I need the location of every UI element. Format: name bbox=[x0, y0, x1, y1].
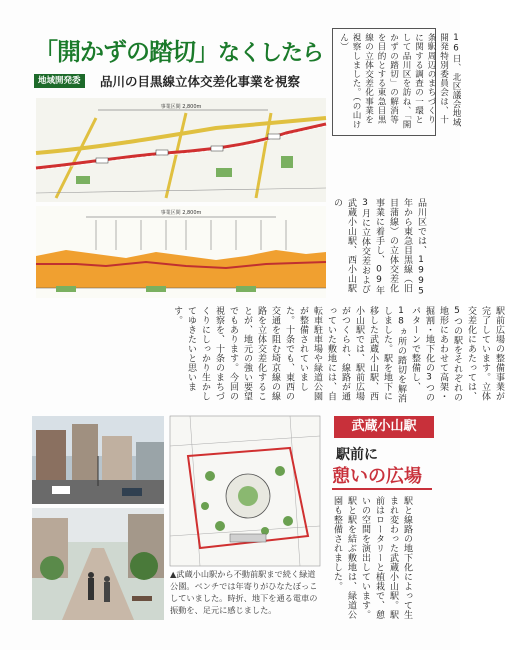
subtitle-bar bbox=[34, 72, 324, 92]
station-body-text: 駅と線路の地下化によって生まれ変わった武蔵小山駅。駅前はロータリーと植栽で、憩いの空間を演出しています。駅と駅を結ぶ敷地は、緑道公園も整備されました。 bbox=[332, 496, 412, 620]
station-street-photo bbox=[32, 416, 164, 504]
route-map-figure bbox=[36, 98, 326, 202]
headline bbox=[34, 32, 324, 66]
body-mid-text: 駅前広場の整備事業が完了しています。立体交差化にあたっては、5つの駅をそれぞれの地形にあわせて高架・掘割・地下化の3つのパターンで整備し、18ヵ所の踏切を解消しました。駅を地下に移した武蔵小山駅、西小山駅では、駅前広場がつくられ、線路が通っていた敷地には、自転車駐車場や緑道公園が整備されていました。十条でも、東西の交通を阻む埼京線の線路を立体交差化することが、地元の強い要望でもあります。今回の視察を、十条のまちづくりにしっかり生かしてゆきたいと思います。 bbox=[172, 306, 504, 403]
article-body-right bbox=[330, 198, 440, 298]
profile-scale-label: 事業区間 2,800m bbox=[160, 210, 202, 216]
station-tag: 武蔵小山駅 bbox=[334, 416, 434, 438]
station-heading-line1: 駅前に bbox=[336, 447, 378, 463]
headline-part1: 「開かずの踏切」 bbox=[34, 38, 218, 66]
station-heading-line2: 憩いの広場 bbox=[332, 462, 432, 490]
map-scale-label: 事業区間 2,800m bbox=[160, 104, 202, 110]
elevation-profile-figure bbox=[36, 206, 326, 298]
terrain-fill bbox=[36, 250, 326, 288]
intro-text: 16日、北区議会地域開発特別委員会は、十条駅周辺のまちづくりに関する調査の一環として品川区を訪ね、「開かずの踏切」の解消等を目的とする東急目黒線の立体交差化事業を視察しました。（の山けん） bbox=[338, 33, 461, 129]
photo-caption: ▲武蔵小山駅から不動前駅まで続く緑道公園。ベンチでは年寄りがひなたぼっこしていました。時折、地下を通る電車の振動を、足元に感じました。 bbox=[170, 569, 318, 615]
intro-box bbox=[332, 28, 461, 136]
station-article-body bbox=[330, 496, 440, 622]
category-tag: 地域開発委 bbox=[34, 74, 85, 88]
article-body-mid bbox=[170, 306, 504, 412]
body-right-text: 品川区では、1995年から東急目黒線（旧目蒲線）の立体交差化事業に着手し、09年3月に立体交差および武蔵小山駅、西小山駅の bbox=[332, 198, 426, 297]
subtitle: 品川の目黒線立体交差化事業を視察 bbox=[100, 74, 301, 89]
station-plaza-plan bbox=[170, 416, 320, 566]
headline-part2: なくしたら bbox=[218, 41, 324, 66]
green-promenade-photo bbox=[32, 508, 164, 620]
